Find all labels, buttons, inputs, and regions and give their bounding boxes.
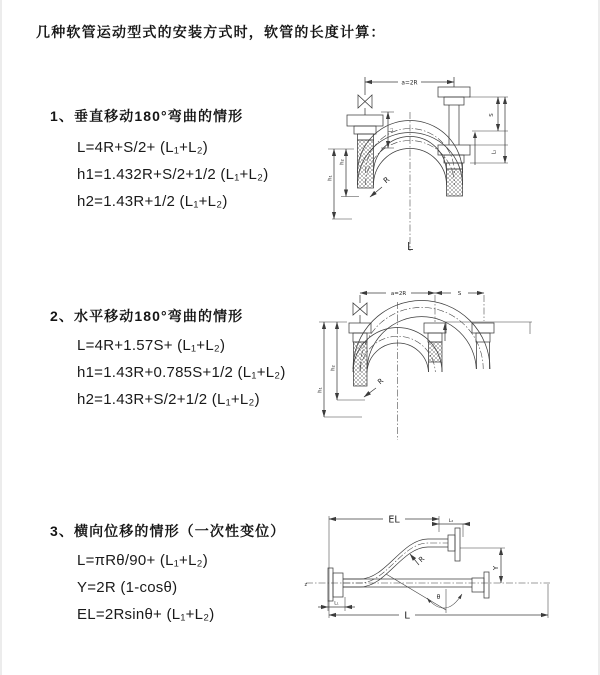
d2-top-dimensions: [360, 291, 484, 322]
formula-line: h2=1.43R+S/2+1/2 (L₁+L₂): [77, 391, 260, 408]
d1-height-dimensions: [328, 149, 360, 219]
formula-line: EL=2Rsinθ+ (L₁+L₂): [77, 606, 215, 623]
d3-el-dimension: [329, 515, 439, 619]
section3-formulas: [77, 547, 215, 628]
dim-label-h1: h₁: [327, 175, 334, 181]
section2-formulas: [77, 332, 286, 413]
d2-reference-line: [443, 322, 532, 341]
d3-radius-callout: [410, 554, 426, 565]
d2-valve-icon: [353, 295, 367, 323]
d3-upper-flange-displaced: [448, 528, 460, 561]
d3-left-flange: [328, 568, 343, 601]
page-title: 几种软管运动型式的安装方式时，软管的长度计算：: [36, 24, 386, 40]
d3-angle-construction: [386, 574, 462, 613]
dim-label-h1: h₁: [317, 387, 324, 393]
dim-label-y: Y: [492, 565, 500, 571]
diagram-vertical-180-bend: [302, 70, 598, 262]
d1-valve-icon: [358, 95, 372, 115]
d1-stroke-dimensions: [469, 97, 508, 165]
section2-heading: 2、水平移动180°弯曲的情形: [50, 308, 244, 324]
d1-left-fitting: [347, 115, 383, 188]
section1-formulas: [77, 134, 268, 215]
d3-length-dimension: [329, 584, 548, 622]
d2-hose-u-bends: [353, 301, 490, 373]
dim-label-h2: h₂: [330, 365, 337, 371]
dim-label-r: R: [381, 174, 392, 186]
section1-heading: 1、垂直移动180°弯曲的情形: [50, 108, 244, 124]
formula-line: h1=1.432R+S/2+1/2 (L₁+L₂): [77, 166, 269, 183]
dim-label-l2: L₂: [492, 149, 498, 155]
d3-l1-dimension: [318, 597, 355, 611]
formula-line: Y=2R (1-cosθ): [77, 579, 178, 596]
dim-label-s: S: [457, 291, 462, 298]
formula-line: L=4R+1.57S+ (L₁+L₂): [77, 337, 226, 354]
formula-line: h2=1.43R+1/2 (L₁+L₂): [77, 193, 228, 210]
dim-label-l1: L₁: [334, 601, 339, 607]
diagram-horizontal-180-bend: [302, 283, 600, 455]
dim-label-r: R: [376, 376, 386, 387]
section3-heading: 3、横向位移的情形（一次性变位）: [50, 523, 286, 539]
formula-line: L=4R+S/2+ (L₁+L₂): [77, 139, 209, 156]
dim-label-el: EL: [388, 514, 400, 526]
centerline-break-mark: z: [304, 582, 308, 588]
dim-label-length: L: [404, 610, 410, 622]
formula-line: h1=1.43R+0.785S+1/2 (L₁+L₂): [77, 364, 286, 381]
dim-label-h2: h₂: [339, 159, 346, 165]
dim-label-a2r: a=2R: [390, 291, 407, 298]
d3-l2-dimension: [432, 518, 470, 537]
dim-label-l1: L₁: [389, 127, 395, 133]
dim-label-length: L: [407, 241, 413, 253]
dim-label-theta: θ: [436, 594, 441, 601]
d2-flange-fittings: [349, 323, 494, 342]
formula-line: L=πRθ/90+ (L₁+L₂): [77, 552, 208, 569]
dim-label-r: R: [417, 554, 427, 565]
dim-label-l2: L₂: [448, 518, 454, 524]
dim-label-s: S: [489, 113, 495, 117]
d3-right-flange-original: [472, 572, 489, 598]
d1-top-dimension: [365, 77, 454, 95]
diagram-lateral-displacement: [302, 498, 600, 662]
dim-label-a2r: a=2R: [401, 80, 418, 87]
